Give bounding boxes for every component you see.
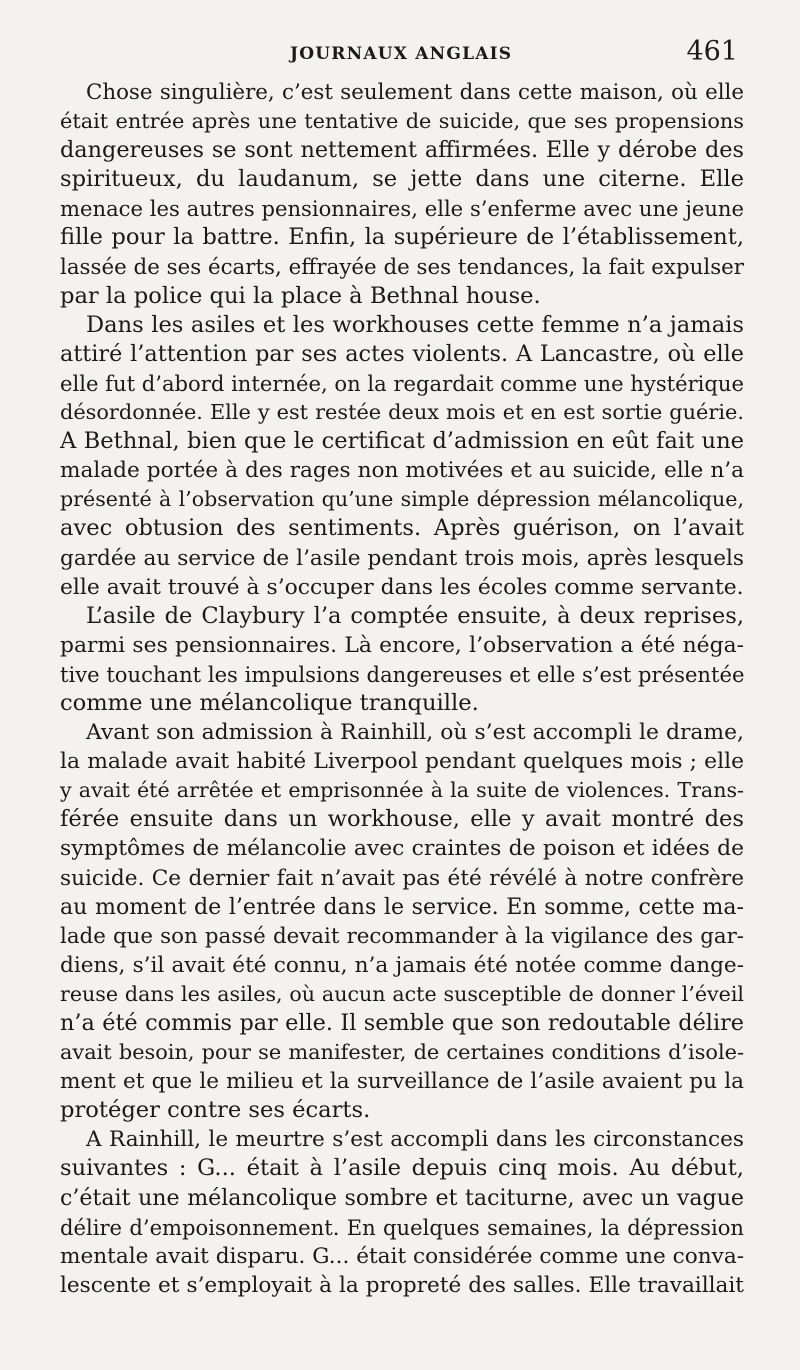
text-line: c’était une mélancolique sombre et taciturne, avec un vague (60, 1184, 744, 1211)
text-line: symptômes de mélancolie avec craintes de poison et idées de (60, 836, 744, 862)
text-line: elle fut d’abord internée, on la regardait comme une hystérique (60, 370, 744, 396)
text-line: Chose singulière, c’est seulement dans cette maison, où elle (86, 80, 744, 105)
text-line: lassée de ses écarts, effrayée de ses tendances, la fait expulser (60, 254, 744, 280)
text-line: lescente et s’employait à la propreté des salles. Elle travaillait (60, 1272, 744, 1298)
text-line: ment et que le milieu et la surveillance de l’asile avaient pu la (60, 1069, 744, 1095)
text-line: elle avait trouvé à s’occuper dans les écoles comme servante. (60, 574, 744, 600)
paragraph (60, 1125, 744, 1300)
text-line: mentale avait disparu. G... était considérée comme une conva- (60, 1243, 744, 1269)
text-line: au moment de l’entrée dans le service. En somme, cette ma- (60, 893, 744, 920)
text-line: délire d’empoisonnement. En quelques semaines, la dépression (60, 1214, 744, 1240)
text-line: A Rainhill, le meurtre s’est accompli dans les circonstances (86, 1127, 744, 1153)
text-line: spiritueux, du laudanum, se jette dans une citerne. Elle (60, 166, 744, 193)
paragraph (60, 311, 744, 602)
text-line: lade que son passé devait recommander à la vigilance des gar- (60, 923, 744, 949)
text-line: menace les autres pensionnaires, elle s’enferme avec une jeune (60, 196, 744, 222)
text-line: tive touchant les impulsions dangereuses et elle s’est présentée (60, 661, 745, 687)
text-line: protéger contre ses écarts. (60, 1097, 371, 1124)
text-line: avait besoin, pour se manifester, de certaines conditions d’isole- (60, 1040, 744, 1065)
text-line: n’a été commis par elle. Il semble que son redoutable délire (60, 1010, 744, 1036)
text-line: L’asile de Claybury l’a comptée ensuite, à deux reprises, (86, 602, 744, 629)
paragraph (60, 602, 744, 718)
text-line: diens, s’il avait été connu, n’a jamais été notée comme dange- (60, 952, 744, 978)
text-line: par la police qui la place à Bethnal house. (60, 282, 541, 309)
text-line: malade portée à des rages non motivées et au suicide, elle n’a (60, 458, 744, 484)
text-line: Avant son admission à Rainhill, où s’est accompli le drame, (86, 720, 744, 746)
text-line: fille pour la battre. Enfin, la supérieure de l’établissement, (60, 224, 744, 251)
text-line: dangereuses se sont nettement affirmées. Elle y dérobe des (60, 137, 744, 164)
text-line: A Bethnal, bien que le certificat d’admission en eût fait une (60, 428, 744, 455)
text-line: comme une mélancolique tranquille. (60, 689, 479, 716)
text-line: reuse dans les asiles, où aucun acte susceptible de donner l’éveil (60, 981, 744, 1006)
text-line: présenté à l’observation qu’une simple dépression mélancolique, (60, 487, 744, 512)
text-line: Dans les asiles et les workhouses cette femme n’a jamais (86, 311, 744, 338)
text-line: était entrée après une tentative de suicide, que ses propensions (60, 109, 744, 134)
text-line: suicide. Ce dernier fait n’avait pas été révélé à notre confrère (60, 865, 744, 891)
text-line: la malade avait habité Liverpool pendant quelques mois ; elle (60, 749, 744, 775)
paragraph (60, 78, 744, 311)
text-line: parmi ses pensionnaires. Là encore, l’observation a été néga- (60, 632, 744, 658)
paragraph (60, 718, 744, 1125)
text-line: y avait été arrêtée et emprisonnée à la suite de violences. Trans- (60, 778, 744, 803)
text-line: attiré l’attention par ses actes violents. A Lancastre, où elle (60, 340, 744, 367)
running-head (60, 34, 744, 74)
page-number: 461 (686, 36, 738, 67)
text-line: gardée au service de l’asile pendant trois mois, après lesquels (60, 545, 744, 571)
text-line: désordonnée. Elle y est restée deux mois et en est sortie guérie. (60, 400, 744, 425)
text-line: férée ensuite dans un workhouse, elle y avait montré des (60, 806, 744, 833)
text-line: suivantes : G... était à l’asile depuis cinq mois. Au début, (60, 1155, 744, 1182)
body-text (60, 78, 744, 1300)
running-title: JOURNAUX ANGLAIS (290, 44, 513, 64)
text-line: avec obtusion des sentiments. Après guérison, on l’avait (60, 515, 744, 542)
